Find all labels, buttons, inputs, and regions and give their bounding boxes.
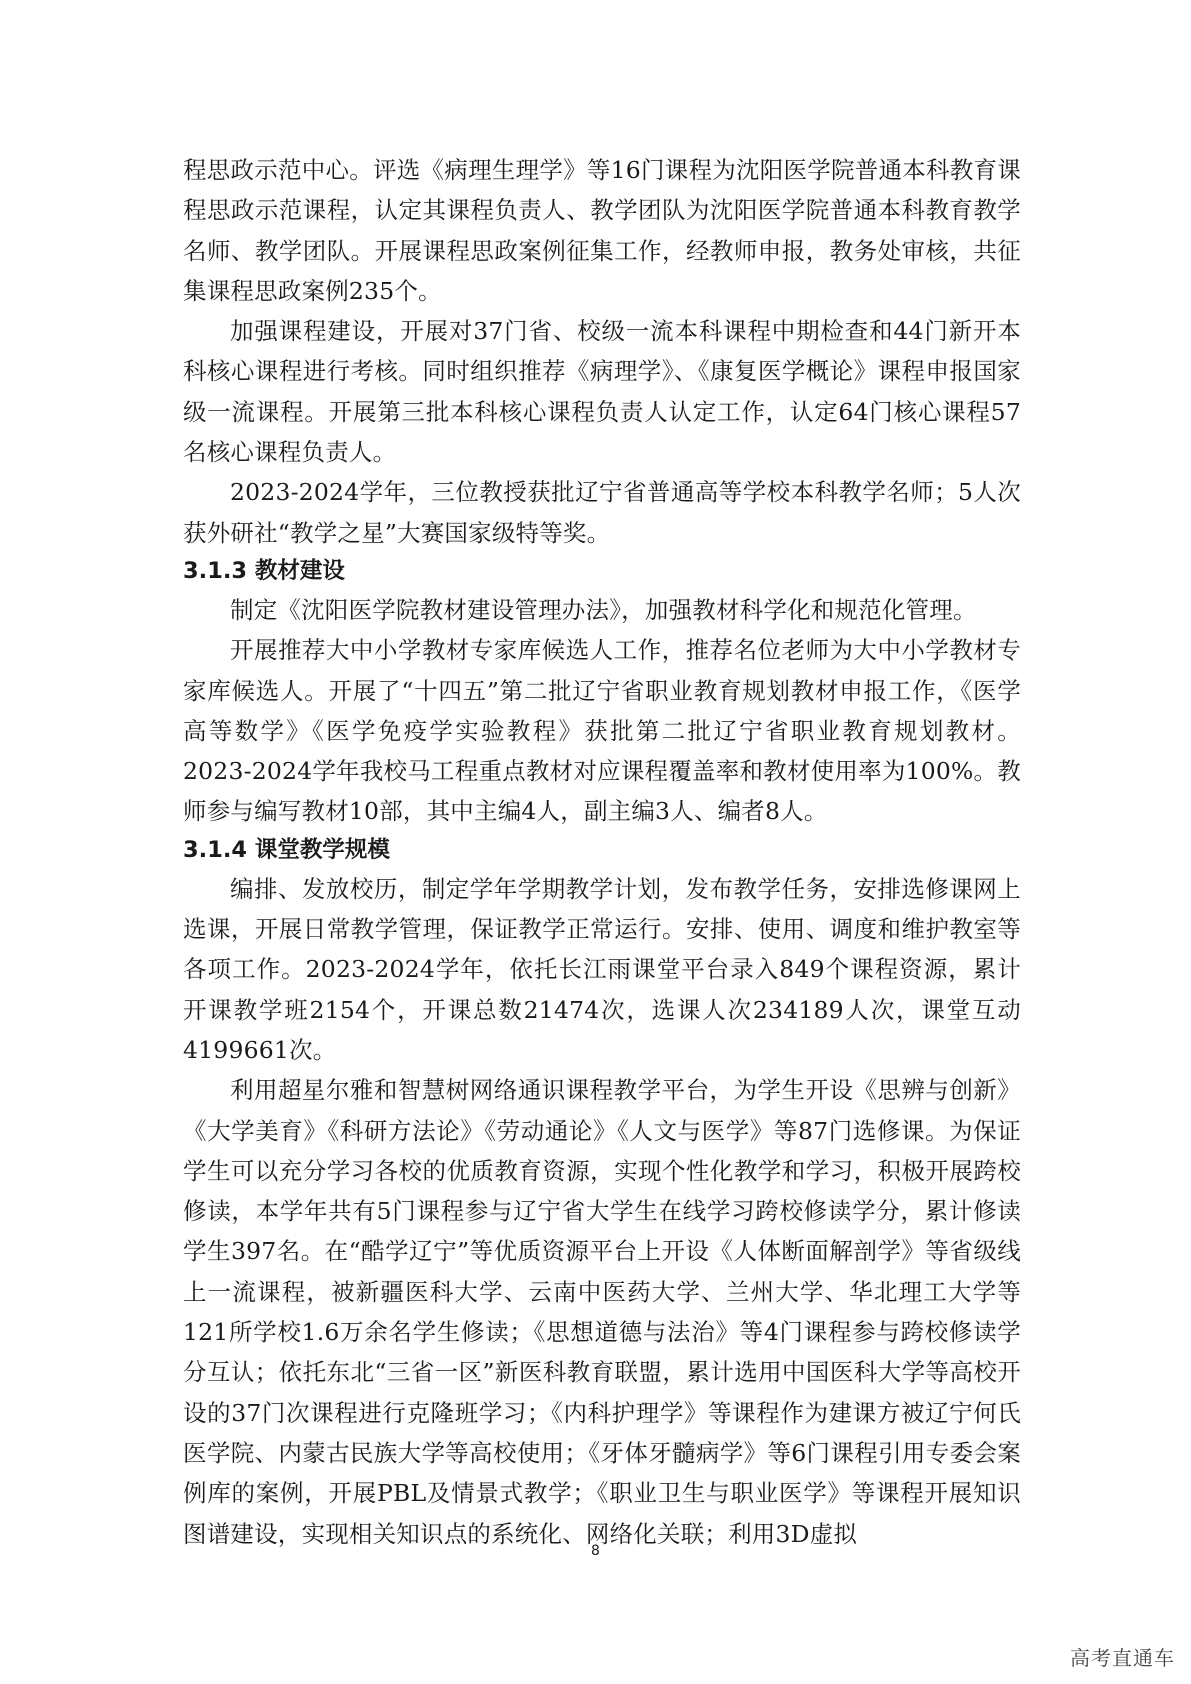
section-heading-textbook: 3.1.3 教材建设 (183, 557, 345, 584)
watermark-text: 高考直通车 (1070, 1646, 1175, 1670)
paragraph-textbook-policy: 制定《沈阳医学院教材建设管理办法》，加强教材科学化和规范化管理。 (230, 595, 977, 624)
paragraph-teaching-management: 编排、发放校历，制定学年学期教学计划，发布教学任务，安排选修课网上选课，开展日常教学管理，保证教学正常运行。安排、使用、调度和维护教室等各项工作。2023-2024学年，依托长江雨课堂平台录入849个课程资源，累计开课教学班2154个，开课总数21474次，选课人次234189人次，课堂互动4199661次。 (183, 874, 1021, 1064)
document-body (183, 150, 1021, 1554)
paragraph-teaching-awards: 2023-2024学年，三位教授获批辽宁省普通高等学校本科教学名师；5人次获外研社“教学之星”大赛国家级特等奖。 (183, 478, 1021, 547)
paragraph-textbook-experts: 开展推荐大中小学教材专家库候选人工作，推荐名位老师为大中小学教材专家库候选人。开展了“十四五”第二批辽宁省职业教育规划教材申报工作，《医学高等数学》《医学免疫学实验教程》获批第二批辽宁省职业教育规划教材。2023-2024学年我校马工程重点教材对应课程覆盖率和教材使用率为100%。教师参与编写教材10部，其中主编4人，副主编3人、编者8人。 (183, 636, 1021, 826)
paragraph-course-construction: 加强课程建设，开展对37门省、校级一流本科课程中期检查和44门新开本科核心课程进行考核。同时组织推荐《病理学》、《康复医学概论》课程申报国家级一流课程。开展第三批本科核心课程负责人认定工作，认定64门核心课程57名核心课程负责人。 (183, 317, 1021, 467)
page-number: 8 (591, 1543, 600, 1559)
paragraph-ideology-center: 程思政示范中心。评选《病理生理学》等16门课程为沈阳医学院普通本科教育课程思政示范课程，认定其课程负责人、教学团队为沈阳医学院普通本科教育教学名师、教学团队。开展课程思政案例征集工作，经教师申报，教务处审核，共征集课程思政案例235个。 (183, 156, 1021, 305)
paragraph-online-courses: 利用超星尔雅和智慧树网络通识课程教学平台，为学生开设《思辨与创新》《大学美育》《科研方法论》《劳动通论》《人文与医学》等87门选修课。为保证学生可以充分学习各校的优质教育资源，实现个性化教学和学习，积极开展跨校修读，本学年共有5门课程参与辽宁省大学生在线学习跨校修读学分，累计修读学生397名。在“酷学辽宁”等优质资源平台上开设《人体断面解剖学》等省级线上一流课程，被新疆医科大学、云南中医药大学、兰州大学、华北理工大学等121所学校1.6万余名学生修读；《思想道德与法治》等4门课程参与跨校修读学分互认；依托东北“三省一区”新医科教育联盟，累计选用中国医科大学等高校开设的37门次课程进行克隆班学习；《内科护理学》等课程作为建课方被辽宁何氏医学院、内蒙古民族大学等高校使用；《牙体牙髓病学》等6门课程引用专委会案例库的案例，开展PBL及情景式教学；《职业卫生与职业医学》等课程开展知识图谱建设，实现相关知识点的系统化、网络化关联；利用3D虚拟 (183, 1076, 1021, 1548)
section-heading-classroom-scale: 3.1.4 课堂教学规模 (183, 836, 390, 863)
